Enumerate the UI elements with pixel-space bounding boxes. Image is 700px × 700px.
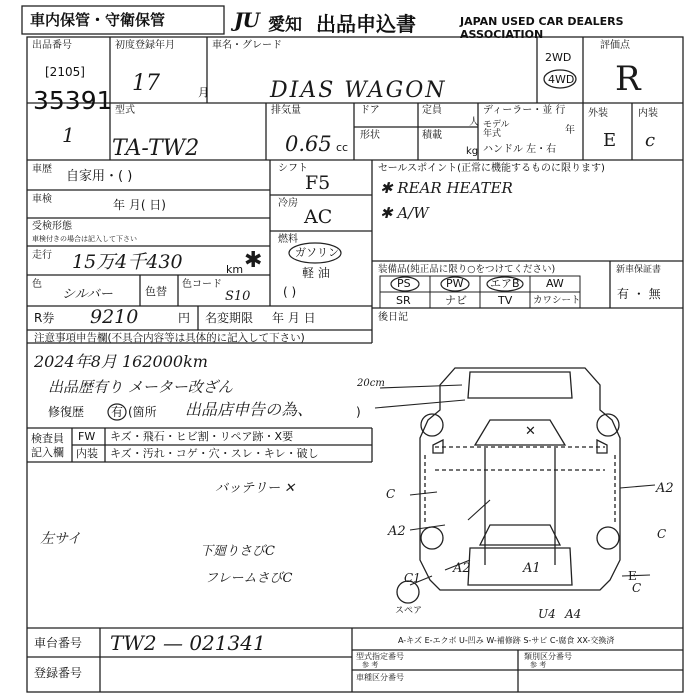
first-reg-label: 初度登録年月: [115, 40, 175, 51]
year-unit: 年: [565, 125, 575, 136]
mark-a4: A4: [565, 607, 582, 621]
format-number-label: 型式指定番号: [356, 652, 404, 661]
mark-a2-left: A2: [388, 524, 406, 539]
use-history-value: 自家用・( ): [66, 169, 133, 184]
ac-label: 冷房: [278, 198, 298, 209]
mark-u4: U4: [538, 607, 556, 621]
color-change-label: 色替: [145, 285, 167, 298]
inspector-label: 検査員 記入欄: [31, 432, 64, 460]
spare-label: スペア: [395, 606, 423, 616]
remark-battery: バッテリー ✕: [215, 481, 296, 496]
model-code: TA-TW2: [112, 136, 200, 161]
drive-2wd: 2WD: [545, 51, 572, 64]
displacement-label: 排気量: [271, 105, 301, 116]
equip-navi: ナビ: [445, 294, 467, 307]
chassis-value: TW2 — 021341: [110, 631, 266, 655]
storage-note: 車内保管・守衛保管: [30, 11, 166, 29]
color-code: S10: [225, 289, 251, 304]
fuel-light: 軽 油: [302, 266, 330, 280]
mark-e: E: [628, 569, 637, 583]
interior-grade: c: [645, 130, 656, 151]
first-reg-year: 17: [132, 71, 160, 96]
mark-c-left: C: [386, 487, 396, 501]
chassis-label: 車台番号: [34, 636, 83, 650]
repair-detail: 出品店申告の為、: [185, 400, 314, 419]
equip-pw: PW: [446, 277, 464, 290]
recycle-amount: 9210: [90, 306, 139, 328]
date-after-label: 後日記: [378, 312, 408, 323]
class-number-label: 類別区分番号: [524, 652, 572, 661]
inspection-value: 年 月( 日): [113, 198, 166, 212]
mileage-value: 15万4千430: [72, 251, 183, 273]
repair-value: 有: [111, 405, 124, 419]
mileage-label: 走行: [32, 250, 52, 261]
load-label: 積載: [422, 130, 442, 141]
receipt-note: 車検付きの場合は記入して下さい: [32, 235, 137, 243]
lot-sub: 1: [62, 123, 75, 147]
color-value: シルバー: [62, 287, 113, 302]
equip-tv: TV: [498, 294, 513, 307]
mark-a1: A1: [523, 561, 541, 576]
inspector-fw: FW: [78, 430, 96, 443]
ac-value: AC: [304, 206, 333, 228]
color-label: 色: [32, 279, 42, 290]
color-code-label: 色コード: [182, 279, 222, 290]
equip-aw: AW: [546, 277, 564, 290]
use-history-label: 車歴: [32, 164, 52, 175]
body-type-label: 車種区分番号: [356, 673, 404, 682]
yen-unit: 円: [178, 311, 191, 325]
mileage-mark: ✱: [244, 248, 263, 273]
capacity-label: 定員: [422, 105, 442, 116]
fuel-label: 燃料: [278, 234, 298, 245]
receipt-label: 受検形態: [32, 221, 72, 232]
lot-prefix: [2105]: [45, 65, 85, 79]
lot-number: 35391: [33, 86, 113, 115]
inspection-label: 車検: [32, 194, 52, 205]
displacement: 0.65: [285, 132, 332, 156]
inspector-fw-items: キズ・飛石・ヒビ割・リペア跡・X要: [110, 430, 294, 443]
shift-label: シフト: [278, 163, 308, 174]
repair-paren: (箇所: [128, 405, 157, 419]
drive-4wd: 4WD: [548, 73, 575, 86]
reference-label-2: 参 考: [530, 661, 547, 669]
fuel-other: ( ): [283, 285, 297, 299]
remark-frame: フレームさびC: [205, 571, 293, 586]
score-value: R: [615, 59, 641, 99]
lot-number-label: 出品番号: [32, 40, 72, 51]
equip-ps: PS: [397, 277, 411, 290]
inspector-interior-items: キズ・汚れ・コゲ・穴・スレ・キレ・破し: [110, 447, 319, 460]
mark-20cm: 20cm: [357, 378, 385, 389]
km-unit: km: [226, 263, 244, 276]
remark-underbody: 下廻りさびC: [200, 544, 275, 559]
equip-airbag: エアB: [490, 277, 520, 290]
exterior-grade: E: [603, 130, 617, 151]
model-label: 型式: [115, 105, 135, 116]
persons-unit: 人: [469, 117, 479, 128]
exterior-label: 外装: [588, 108, 608, 119]
damage-legend: A-キズ E-エクボ U-凹み W-補修跡 S-サビ C-腐食 XX-交換済: [398, 636, 615, 645]
handle-label: ハンドル 左・右: [483, 144, 557, 155]
org-name: 愛知: [268, 15, 302, 35]
ju-logo: JU: [234, 8, 259, 32]
name-change-date: 年 月 日: [272, 311, 316, 325]
warranty-value: 有 ・ 無: [617, 287, 661, 301]
kg-unit: kg: [466, 146, 479, 157]
model-year-label: モデル 年式: [483, 120, 510, 140]
equip-sr: SR: [396, 294, 411, 307]
mark-c1: C1: [404, 571, 421, 585]
mark-x-windscreen: ✕: [525, 424, 536, 439]
shift-value: F5: [305, 172, 331, 194]
selling-points-label: セールスポイント(正常に機能するものに限ります): [378, 163, 605, 174]
registration-label: 登録番号: [34, 666, 83, 680]
mark-a2-right: A2: [656, 481, 674, 496]
doc-title: 出品申込書: [316, 12, 416, 36]
car-name: DIAS WAGON: [270, 78, 447, 103]
mark-c-rear-right: C: [632, 581, 642, 595]
score-label: 評価点: [600, 40, 630, 51]
car-name-label: 車名・グレード: [212, 40, 282, 51]
doors-label: ドア: [360, 105, 380, 116]
equipment-label: 装備品(純正品に限り○をつけてください): [378, 264, 556, 275]
repair-label: 修復歴: [48, 405, 85, 419]
association-name: JAPAN USED CAR DEALERS ASSOCIATION: [460, 15, 624, 41]
mark-c-top-right: C: [657, 527, 667, 541]
dealer-label: ディーラー・並 行: [483, 105, 566, 116]
reference-label-1: 参 考: [362, 661, 379, 669]
month-unit: 月: [198, 86, 209, 99]
equip-leather-seat: カワシート: [533, 295, 581, 306]
shape-label: 形状: [360, 130, 380, 141]
notes-label: 注意事項申告欄(不具合内容等は具体的に記入して下さい): [34, 332, 305, 344]
warranty-label: 新車保証書: [616, 265, 662, 275]
recycle-label: R券: [34, 311, 55, 325]
notes-line-2: 出品歴有り メーター改ざん: [48, 378, 233, 396]
interior-label: 内装: [638, 108, 658, 119]
repair-close: ): [356, 405, 361, 419]
selling-point-1: ✱ REAR HEATER: [380, 179, 513, 197]
mark-a2-mid: A2: [453, 561, 471, 576]
name-change-label: 名変期限: [205, 311, 254, 325]
remark-left-side: 左サイ: [40, 531, 82, 547]
cc-unit: cc: [336, 141, 349, 154]
inspector-interior: 内装: [76, 447, 98, 460]
notes-line-1: 2024年8月 162000km: [34, 352, 208, 371]
fuel-gas: ガソリン: [295, 246, 339, 259]
selling-point-2: ✱ A/W: [380, 204, 429, 222]
